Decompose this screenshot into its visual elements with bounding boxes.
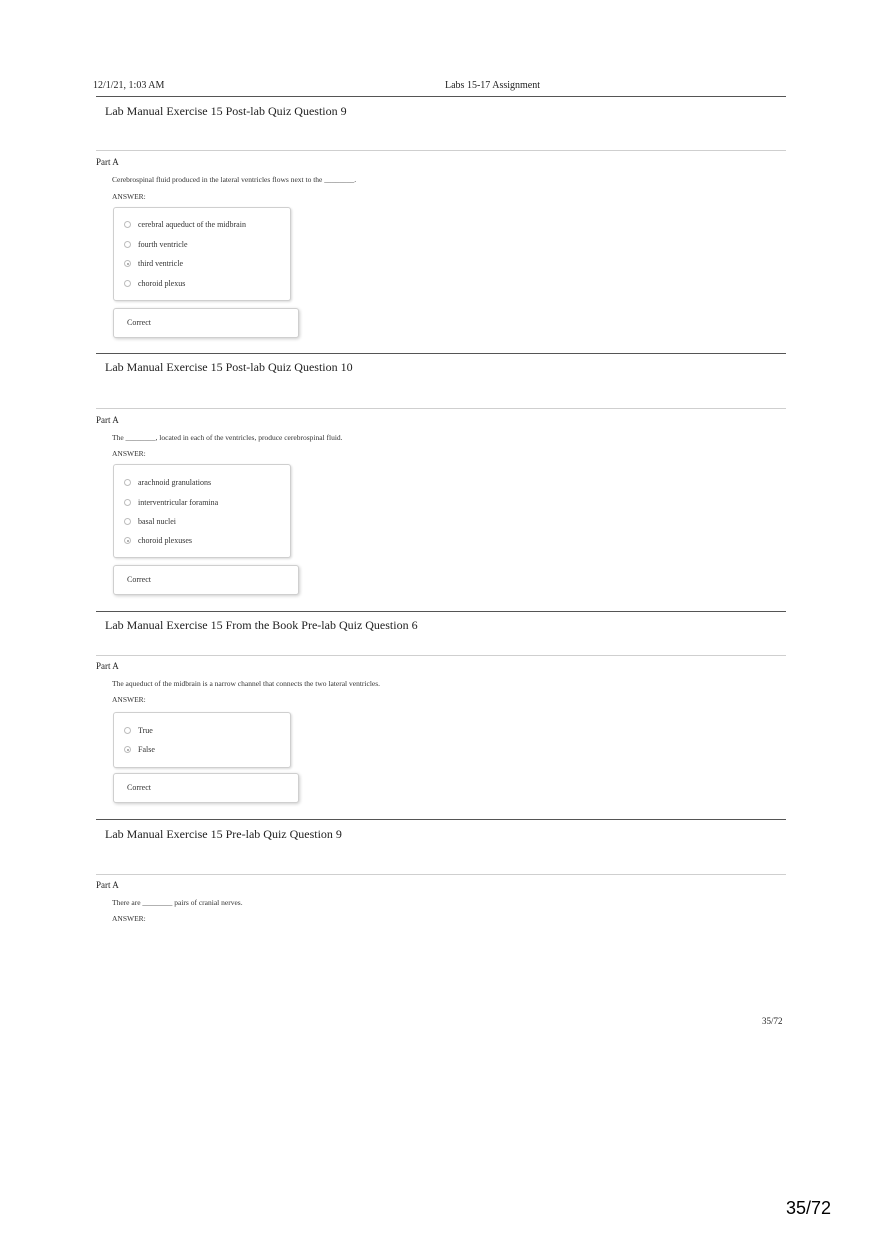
- answer-option[interactable]: [124, 220, 246, 229]
- part-label: Part A: [96, 661, 119, 671]
- option-label: third ventricle: [138, 259, 184, 268]
- feedback-text: Correct: [127, 318, 151, 327]
- answer-options: [113, 464, 291, 558]
- question-title: Lab Manual Exercise 15 Post-lab Quiz Question 10: [105, 360, 353, 374]
- answer-option[interactable]: [124, 517, 176, 526]
- answer-option[interactable]: [124, 536, 192, 545]
- answer-option[interactable]: [124, 478, 211, 487]
- radio-icon[interactable]: [124, 241, 131, 248]
- radio-icon[interactable]: [124, 518, 131, 525]
- divider: [96, 819, 786, 820]
- question-text: The ________, located in each of the ventricles, produce cerebrospinal fluid.: [112, 433, 343, 442]
- document-title: Labs 15-17 Assignment: [445, 80, 540, 91]
- question-title: Lab Manual Exercise 15 Post-lab Quiz Question 9: [105, 104, 347, 118]
- divider: [96, 96, 786, 97]
- answer-option[interactable]: [124, 240, 188, 249]
- question-title: Lab Manual Exercise 15 Pre-lab Quiz Question 9: [105, 827, 342, 841]
- radio-icon[interactable]: [124, 479, 131, 486]
- option-label: arachnoid granulations: [138, 478, 212, 487]
- option-label: interventricular foramina: [138, 498, 219, 507]
- divider: [96, 150, 786, 151]
- question-text: There are ________ pairs of cranial nerves.: [112, 898, 243, 907]
- divider: [96, 655, 786, 656]
- radio-icon[interactable]: [124, 280, 131, 287]
- feedback-box: [113, 773, 299, 803]
- option-label: cerebral aqueduct of the midbrain: [138, 220, 246, 229]
- print-date: 12/1/21, 1:03 AM: [93, 80, 165, 91]
- option-label: True: [138, 726, 153, 735]
- part-label: Part A: [96, 415, 119, 425]
- answer-options: [113, 207, 291, 301]
- page-indicator: 35/72: [786, 1198, 832, 1218]
- option-label: choroid plexus: [138, 279, 186, 288]
- option-label: basal nuclei: [138, 517, 176, 526]
- feedback-box: [113, 565, 299, 595]
- option-label: choroid plexuses: [138, 536, 192, 545]
- answer-label: ANSWER:: [112, 695, 146, 704]
- divider: [96, 408, 786, 409]
- option-label: False: [138, 745, 155, 754]
- radio-icon[interactable]: [124, 221, 131, 228]
- answer-options: [113, 712, 291, 768]
- answer-label: ANSWER:: [112, 449, 146, 458]
- answer-label: ANSWER:: [112, 914, 146, 923]
- question-text: The aqueduct of the midbrain is a narrow channel that connects the two lateral ventricles.: [112, 679, 381, 688]
- question-text: Cerebrospinal fluid produced in the lateral ventricles flows next to the ________.: [112, 175, 357, 184]
- radio-selected-icon[interactable]: [124, 746, 131, 753]
- feedback-text: Correct: [127, 575, 151, 584]
- radio-icon[interactable]: [124, 727, 131, 734]
- divider: [96, 353, 786, 354]
- feedback-box: [113, 308, 299, 338]
- radio-selected-icon[interactable]: [124, 537, 131, 544]
- answer-label: ANSWER:: [112, 192, 146, 201]
- divider: [96, 611, 786, 612]
- question-title: Lab Manual Exercise 15 From the Book Pre-lab Quiz Question 6: [105, 618, 418, 632]
- part-label: Part A: [96, 157, 119, 167]
- feedback-text: Correct: [127, 783, 151, 792]
- radio-icon[interactable]: [124, 499, 131, 506]
- option-label: fourth ventricle: [138, 240, 188, 249]
- radio-selected-icon[interactable]: [124, 260, 131, 267]
- answer-option[interactable]: [124, 745, 155, 754]
- page-number: 35/72: [762, 1016, 783, 1026]
- divider: [96, 874, 786, 875]
- answer-option[interactable]: [124, 498, 218, 507]
- answer-option[interactable]: [124, 726, 153, 735]
- part-label: Part A: [96, 880, 119, 890]
- answer-option[interactable]: [124, 279, 185, 288]
- answer-option[interactable]: [124, 259, 183, 268]
